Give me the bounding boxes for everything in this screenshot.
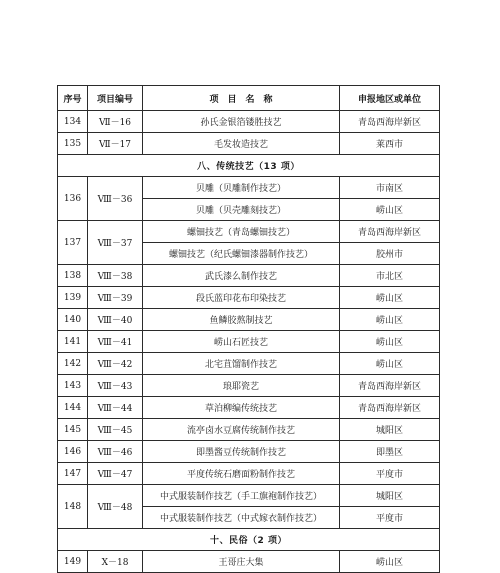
cell-region: 即墨区 bbox=[340, 441, 440, 463]
header-region: 申报地区或单位 bbox=[340, 86, 440, 111]
cell-code: Ⅷ－43 bbox=[88, 375, 143, 397]
header-serial-number: 序号 bbox=[58, 86, 88, 111]
table-row bbox=[58, 551, 440, 573]
table-row bbox=[58, 177, 440, 199]
cell-no: 134 bbox=[58, 111, 88, 133]
cell-no: 142 bbox=[58, 353, 88, 375]
cell-name: 中式服装制作技艺（手工旗袍制作技艺） bbox=[143, 485, 340, 507]
cell-region: 平度市 bbox=[340, 463, 440, 485]
heritage-project-table bbox=[57, 85, 440, 573]
cell-no: 136 bbox=[58, 177, 88, 221]
cell-code: Ⅷ－48 bbox=[88, 485, 143, 529]
cell-name: 贝雕（贝雕制作技艺） bbox=[143, 177, 340, 199]
table-header-row bbox=[58, 86, 440, 111]
cell-no: 148 bbox=[58, 485, 88, 529]
cell-code: Ⅷ－36 bbox=[88, 177, 143, 221]
table-row bbox=[58, 111, 440, 133]
cell-no: 141 bbox=[58, 331, 88, 353]
cell-code: Ⅷ－46 bbox=[88, 441, 143, 463]
cell-region: 崂山区 bbox=[340, 331, 440, 353]
section-header-row bbox=[58, 529, 440, 551]
cell-no: 143 bbox=[58, 375, 88, 397]
table-row bbox=[58, 133, 440, 155]
cell-region: 市北区 bbox=[340, 265, 440, 287]
cell-name: 北宅苴馏制作技艺 bbox=[143, 353, 340, 375]
cell-no: 149 bbox=[58, 551, 88, 573]
table-row bbox=[58, 419, 440, 441]
table-row bbox=[58, 331, 440, 353]
cell-name: 螺钿技艺（青岛螺钿技艺） bbox=[143, 221, 340, 243]
cell-no: 138 bbox=[58, 265, 88, 287]
cell-code: Ⅷ－38 bbox=[88, 265, 143, 287]
table-row bbox=[58, 463, 440, 485]
cell-no: 135 bbox=[58, 133, 88, 155]
cell-name: 草泊柳编传统技艺 bbox=[143, 397, 340, 419]
cell-region: 崂山区 bbox=[340, 353, 440, 375]
cell-region: 崂山区 bbox=[340, 309, 440, 331]
cell-region: 青岛西海岸新区 bbox=[340, 111, 440, 133]
cell-region: 平度市 bbox=[340, 507, 440, 529]
cell-no: 137 bbox=[58, 221, 88, 265]
cell-code: Ⅷ－39 bbox=[88, 287, 143, 309]
header-project-name: 项 目 名 称 bbox=[143, 86, 340, 111]
cell-region: 崂山区 bbox=[340, 199, 440, 221]
cell-region: 青岛西海岸新区 bbox=[340, 221, 440, 243]
cell-name: 平度传统石磨面粉制作技艺 bbox=[143, 463, 340, 485]
cell-name: 王哥庄大集 bbox=[143, 551, 340, 573]
cell-name: 崂山石匠技艺 bbox=[143, 331, 340, 353]
cell-name: 中式服装制作技艺（中式嫁衣制作技艺） bbox=[143, 507, 340, 529]
cell-name: 流亭卤水豆腐传统制作技艺 bbox=[143, 419, 340, 441]
cell-code: Ⅷ－37 bbox=[88, 221, 143, 265]
cell-code: Ⅷ－40 bbox=[88, 309, 143, 331]
table-row bbox=[58, 309, 440, 331]
cell-no: 147 bbox=[58, 463, 88, 485]
cell-no: 146 bbox=[58, 441, 88, 463]
cell-code: Ⅷ－45 bbox=[88, 419, 143, 441]
cell-region: 青岛西海岸新区 bbox=[340, 397, 440, 419]
cell-name: 武氏漆么制作技艺 bbox=[143, 265, 340, 287]
cell-code: Ⅷ－47 bbox=[88, 463, 143, 485]
table-row bbox=[58, 287, 440, 309]
cell-no: 139 bbox=[58, 287, 88, 309]
cell-code: Ⅹ－18 bbox=[88, 551, 143, 573]
table-row bbox=[58, 441, 440, 463]
header-project-code: 项目编号 bbox=[88, 86, 143, 111]
cell-region: 莱西市 bbox=[340, 133, 440, 155]
cell-name: 段氏蓝印花布印染技艺 bbox=[143, 287, 340, 309]
cell-region: 市南区 bbox=[340, 177, 440, 199]
cell-no: 145 bbox=[58, 419, 88, 441]
table-row bbox=[58, 375, 440, 397]
cell-code: Ⅶ－17 bbox=[88, 133, 143, 155]
cell-code: Ⅷ－41 bbox=[88, 331, 143, 353]
cell-code: Ⅷ－44 bbox=[88, 397, 143, 419]
section-header-row bbox=[58, 155, 440, 177]
cell-region: 青岛西海岸新区 bbox=[340, 375, 440, 397]
cell-no: 140 bbox=[58, 309, 88, 331]
cell-code: Ⅶ－16 bbox=[88, 111, 143, 133]
table-row bbox=[58, 353, 440, 375]
cell-name: 孙氏金银箔镂胜技艺 bbox=[143, 111, 340, 133]
cell-region: 城阳区 bbox=[340, 419, 440, 441]
cell-region: 崂山区 bbox=[340, 287, 440, 309]
section-title-traditional-crafts: 八、传统技艺（13 项） bbox=[58, 155, 440, 177]
cell-code: Ⅷ－42 bbox=[88, 353, 143, 375]
section-title-folk-customs: 十、民俗（2 项） bbox=[58, 529, 440, 551]
cell-region: 胶州市 bbox=[340, 243, 440, 265]
cell-name: 琅耶瓷艺 bbox=[143, 375, 340, 397]
table-row bbox=[58, 485, 440, 507]
cell-name: 毛发妆造技艺 bbox=[143, 133, 340, 155]
cell-name: 螺钿技艺（纪氏螺钿漆器制作技艺） bbox=[143, 243, 340, 265]
cell-region: 城阳区 bbox=[340, 485, 440, 507]
table-row bbox=[58, 221, 440, 243]
cell-no: 144 bbox=[58, 397, 88, 419]
table-row bbox=[58, 265, 440, 287]
cell-region: 崂山区 bbox=[340, 551, 440, 573]
cell-name: 贝雕（贝壳雕刻技艺） bbox=[143, 199, 340, 221]
table-row bbox=[58, 397, 440, 419]
cell-name: 鱼鳞胶熬制技艺 bbox=[143, 309, 340, 331]
cell-name: 即墨酱豆传统制作技艺 bbox=[143, 441, 340, 463]
